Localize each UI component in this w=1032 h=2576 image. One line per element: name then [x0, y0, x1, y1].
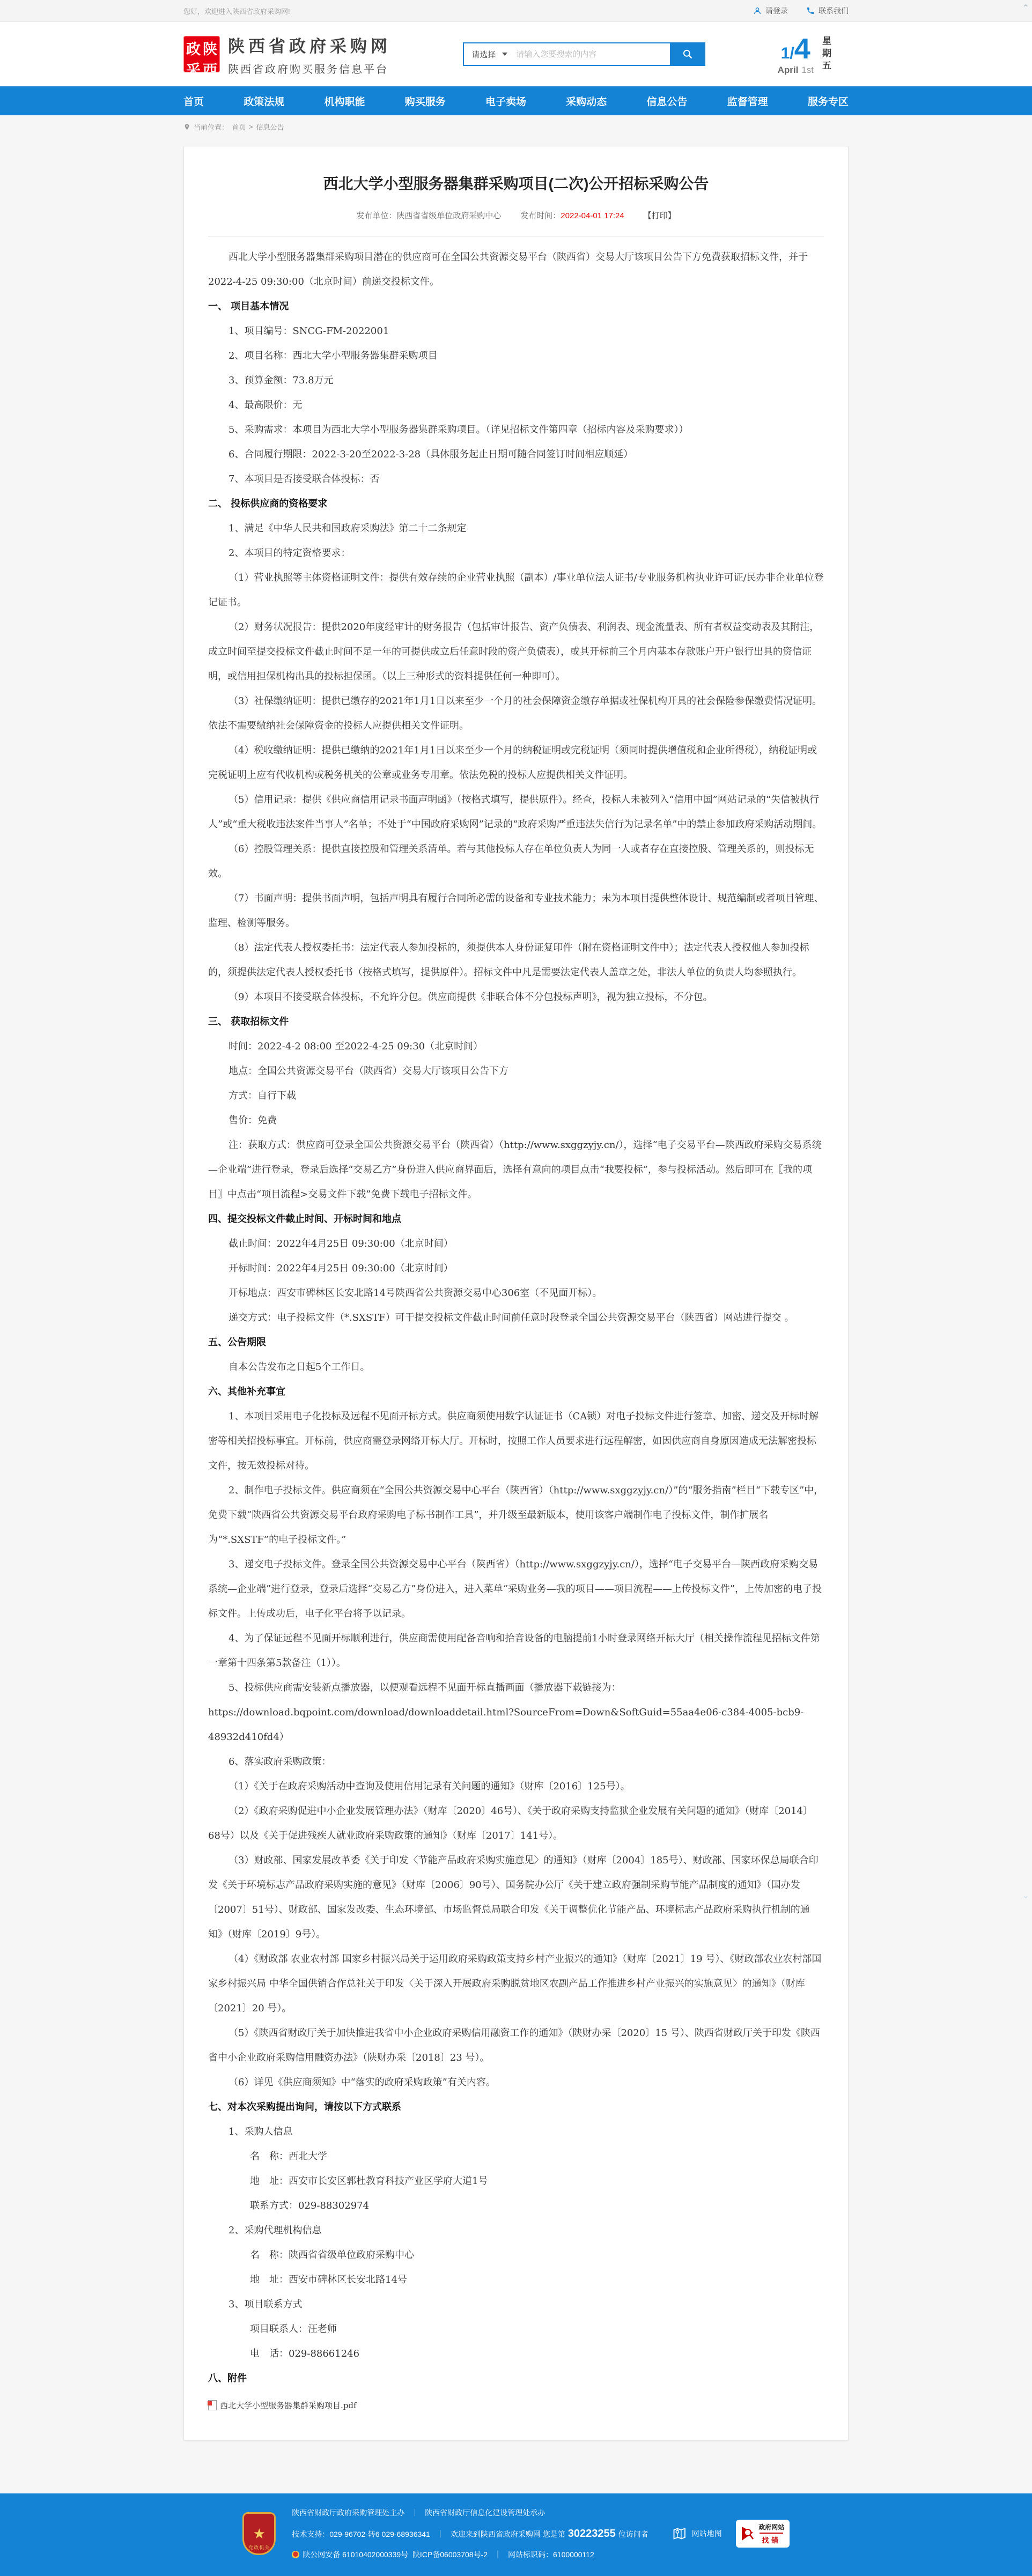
search-input[interactable] [515, 43, 670, 65]
search-icon [682, 49, 693, 60]
article-paragraph: 1、本项目采用电子化投标及远程不见面开标方式。供应商须使用数字认证证书（CA锁）对电子投标文件进行签章、加密、递交及开标时解密等相关招投标事宜。开标前，供应商需登录网络开标大厅。开标时，按照工作人员要求进行远程解密，如因供应商自身原因造成无法解密投标文件，按无效投标对待。 [208, 1411, 819, 1471]
article-paragraph: 三、 获取招标文件 [208, 1016, 289, 1027]
article-paragraph: 六、其他补充事宜 [208, 1386, 285, 1397]
attachment-link[interactable] [208, 2400, 357, 2411]
article-paragraph: 四、提交投标文件截止时间、开标时间和地点 [208, 1213, 401, 1225]
article-paragraph: 联系方式：029-88302974 [250, 2200, 370, 2211]
article-paragraph: （1）营业执照等主体资格证明文件：提供有效存续的企业营业执照（副本）/事业单位法人证书/专业服务机构执业许可证/民办非企业单位登记证书。 [208, 572, 824, 608]
article-paragraph: 3、项目联系方式 [228, 2299, 303, 2310]
site-logo[interactable] [183, 33, 391, 76]
breadcrumb-home-link[interactable]: 首页 [232, 123, 246, 131]
article-paragraph: 时间：2022-4-2 08:00 至2022-4-25 09:30（北京时间） [228, 1041, 483, 1052]
article-paragraph: 7、本项目是否接受联合体投标：否 [228, 473, 380, 485]
search-bar [463, 42, 705, 66]
article-paragraph: （6）控股管理关系：提供直接控股和管理关系清单。若与其他投标人存在单位负责人为同一人或者存在直接控股、管理关系的，则投标无效。 [208, 843, 814, 879]
top-utility-bar [0, 0, 1032, 22]
nav-item[interactable]: 监督管理 [727, 96, 768, 108]
location-pin-icon [183, 123, 190, 130]
site-footer [0, 2493, 1032, 2576]
date-day-ordinal: 1st [801, 64, 814, 75]
nav-item[interactable]: 购买服务 [404, 96, 446, 108]
article-paragraph: 4、最高限价：无 [228, 399, 303, 411]
article-paragraph: 一、 项目基本情况 [208, 301, 289, 312]
article-paragraph: （2）财务状况报告：提供2020年度经审计的财务报告（包括审计报告、资产负债表、利润表、现金流量表、所有者权益变动表及其附注，成立时间至提交投标文件截止时间不足一年的可提供成立后任意时段的资产负债表），或其开标前三个月内基本存款账户开户银行出具的资信证明，或信用担保机构出具的投标担保函。（以上三种形式的资料提供任何一种即可）。 [208, 621, 820, 682]
date-month-number: 1/ [780, 44, 794, 62]
article-paragraph: （1）《关于在政府采购活动中查询及使用信用记录有关问题的通知》（财库〔2016〕125号）。 [228, 1781, 630, 1792]
footer-info [292, 2504, 648, 2563]
search-button[interactable] [670, 42, 705, 66]
brand-subtitle: 陕西省政府购买服务信息平台 [228, 63, 388, 76]
chevron-down-icon [502, 53, 507, 56]
article-paragraph: 自本公告发布之日起5个工作日。 [228, 1361, 370, 1373]
attachment-filename: 西北大学小型服务器集群采购项目.pdf [220, 2401, 357, 2410]
site-id-code: 网站标识码：6100000112 [508, 2550, 594, 2559]
article-paragraph: 开标地点：西安市碑林区长安北路14号陕西省公共资源交易中心306室（不见面开标）。 [228, 1287, 602, 1299]
article-paragraph: 3、递交电子投标文件。登录全国公共资源交易中心平台（陕西省）（http://www.sxggzyjy.cn/），选择“电子交易平台—陕西政府采购交易系统—企业端”进行登录，登录后选择“交易乙方”身份进入，进入菜单“采购业务—我的项目——项目流程——上传投标文件”，上传加密的电子投标文件。上传成功后，电子化平台将予以记录。 [208, 1559, 822, 1619]
date-day-number: 4 [794, 32, 810, 65]
error-finder-icon [741, 2526, 755, 2542]
site-header [0, 22, 1032, 86]
nav-item[interactable]: 政策法规 [244, 96, 285, 108]
icp-filing-link[interactable]: 陕ICP备06003708号-2 [412, 2550, 488, 2559]
party-gov-emblem-icon: ★ 党政机关 [242, 2512, 276, 2555]
article-paragraph: （9）本项目不接受联合体投标，不允许分包。供应商提供《非联合体不分包投标声明》，视为独立投标，不分包。 [228, 991, 713, 1003]
article-paragraph: 1、满足《中华人民共和国政府采购法》第二十二条规定 [228, 523, 467, 534]
article-paragraph: 五、公告期限 [208, 1337, 266, 1348]
article-paragraph: （4）税收缴纳证明：提供已缴纳的2021年1月1日以来至少一个月的纳税证明或完税证明（须同时提供增值税和企业所得税），纳税证明或完税证明上应有代收机构或税务机关的公章或业务专用章。依法免税的投标人应提供相关文件证明。 [208, 745, 817, 781]
scroll-down-arrow[interactable]: ⌄ [1022, 1891, 1029, 1900]
page-title: 西北大学小型服务器集群采购项目(二次)公开招标采购公告 [323, 175, 709, 192]
date-month-name: April [777, 64, 799, 75]
error-report-badge[interactable]: 政府网站 找错 [736, 2520, 790, 2548]
nav-item[interactable]: 采购动态 [566, 96, 607, 108]
footer-line-2: 技术支持：029-96702-转6 029-68936341 ｜ 欢迎来到陕西省政府采购网 您是第 30223255 位访问者 [292, 2528, 648, 2540]
article-paragraph: 5、采购需求：本项目为西北大学小型服务器集群采购项目。（详见招标文件第四章（招标内容及采购要求）） [228, 424, 689, 435]
article-paragraph: 4、为了保证远程不见面开标顺利进行，供应商需使用配备音响和拾音设备的电脑提前1小时登录网络开标大厅（相关操作流程见招标文件第一章第十四条第5款备注（1））。 [208, 1633, 820, 1669]
pdf-file-icon [208, 2400, 217, 2410]
article-paragraph: 名 称：陕西省省级单位政府采购中心 [250, 2249, 414, 2261]
article-paragraph: 2、采购代理机构信息 [228, 2225, 322, 2236]
nav-item[interactable]: 服务专区 [807, 96, 849, 108]
article-body [208, 245, 824, 2391]
phone-icon [806, 6, 815, 15]
article-paragraph: （5）《陕西省财政厅关于加快推进我省中小企业政府采购信用融资工作的通知》（陕财办采〔2020〕15 号）、陕西省财政厅关于印发《陕西省中小企业政府采购信用融资办法》（陕财办采〔2018〕23 号）。 [208, 2027, 820, 2063]
nav-item[interactable]: 电子卖场 [485, 96, 526, 108]
article-paragraph: 售价：免费 [228, 1115, 277, 1126]
article-paragraph: 七、对本次采购提出询问，请按以下方式联系 [208, 2101, 401, 2113]
article-paragraph: 西北大学小型服务器集群采购项目潜在的供应商可在全国公共资源交易平台（陕西省）交易大厅该项目公告下方免费获取招标文件，并于2022-4-25 09:30:00（北京时间）前递交投标文件。 [208, 251, 808, 287]
publisher-value: 陕西省省级单位政府采购中心 [396, 211, 502, 220]
article-paragraph: 方式：自行下载 [228, 1090, 296, 1101]
date-weekday: 星期五 [820, 35, 831, 73]
nav-item[interactable]: 首页 [183, 96, 204, 108]
article-paragraph: （3）社保缴纳证明：提供已缴存的2021年1月1日以来至少一个月的社会保障资金缴存单据或社保机构开具的社会保险参保缴费情况证明。依法不需要缴纳社会保障资金的投标人应提供相关文件证明。 [208, 695, 822, 731]
article-paragraph: 地 址：西安市碑林区长安北路14号 [250, 2274, 407, 2285]
article-paragraph: （2）《政府采购促进中小企业发展管理办法》（财库〔2020〕46号）、《关于政府采购支持监狱企业发展有关问题的通知》（财库〔2014〕68号）以及《关于促进残疾人就业政府采购政策的通知》（财库〔2017〕141号）。 [208, 1805, 813, 1841]
publisher-label: 发布单位： [356, 211, 397, 220]
brand-title: 陕西省政府采购网 [228, 36, 391, 56]
article-paragraph: （8）法定代表人授权委托书：法定代表人参加投标的，须提供本人身份证复印件（附在资格证明文件中）；法定代表人授权他人参加投标的，须提供法定代表人授权委托书（按格式填写，提供原件）。招标文件中凡是需要法定代表人盖章之处，非法人单位的负责人均参照执行。 [208, 942, 809, 978]
article-paragraph: 截止时间：2022年4月25日 09:30:00（北京时间） [228, 1238, 453, 1249]
article-paragraph: 项目联系人：汪老师 [250, 2323, 337, 2335]
article-meta [208, 210, 824, 221]
scroll-up-arrow[interactable]: ⌃ [1022, 4, 1029, 13]
article-paragraph: 递交方式：电子投标文件（*.SXSTF）可于提交投标文件截止时间前任意时段登录全国公共资源交易平台（陕西省）网站进行提交 。 [228, 1312, 794, 1323]
police-badge-icon [292, 2551, 299, 2558]
article-paragraph: 开标时间：2022年4月25日 09:30:00（北京时间） [228, 1263, 453, 1274]
article-paragraph: 地点：全国公共资源交易平台（陕西省）交易大厅该项目公告下方 [228, 1065, 508, 1077]
article-paragraph: 6、落实政府采购政策： [228, 1756, 331, 1767]
date-widget [778, 34, 849, 75]
nav-item[interactable]: 机构职能 [324, 96, 365, 108]
print-button[interactable]: 【打印】 [643, 211, 676, 220]
article-paragraph: 地 址：西安市长安区郭杜教育科技产业区学府大道1号 [250, 2175, 488, 2187]
contact-link[interactable]: 联系我们 [806, 5, 849, 16]
article-paragraph: 注：获取方式：供应商可登录全国公共资源交易平台（陕西省）（http://www.sxggzyjy.cn/），选择“电子交易平台—陕西政府采购交易系统—企业端”进行登录，登录后选择“交易乙方”身份进入供应商界面后，选择有意向的项目点击“我要投标”，参与投标活动。然后即可在〖我的项目〗中点击“项目流程>交易文件下载”免费下载电子招标文件。 [208, 1139, 822, 1200]
search-category-select[interactable]: 请选择 [464, 43, 515, 65]
security-filing-link[interactable]: 陕公网安备 61010402000339号 [303, 2550, 409, 2559]
article-paragraph: 1、采购人信息 [228, 2126, 293, 2137]
logo-icon: 政 陕 采 西 [183, 36, 220, 72]
article-paragraph: 2、项目名称：西北大学小型服务器集群采购项目 [228, 350, 438, 361]
article-paragraph: （3）财政部、国家发展改革委《关于印发〈节能产品政府采购实施意见〉的通知》（财库〔2004〕185号）、财政部、国家环保总局联合印发《关于环境标志产品政府采购实施的意见》（财库〔2006〕90号）、国务院办公厅《关于建立政府强制采购节能产品制度的通知》（国办发〔2007〕51号）、财政部、国家发改委、生态环境部、市场监督总局联合印发《关于调整优化节能产品、环境标志产品政府采购执行机制的通知》（财库〔2019〕9号）。 [208, 1855, 819, 1940]
article-paragraph: 八、附件 [208, 2373, 247, 2384]
map-icon [672, 2526, 687, 2541]
footer-line-3: 陕公网安备 61010402000339号 陕ICP备06003708号-2 ｜ 网站标识码：6100000112 [292, 2546, 648, 2563]
article-paragraph: 3、预算金额：73.8万元 [228, 375, 334, 386]
footer-line-1: 陕西省财政厅政府采购管理处主办 ｜ 陕西省财政厅信息化建设管理处承办 [292, 2508, 546, 2517]
article-paragraph: 二、 投标供应商的资格要求 [208, 498, 328, 509]
welcome-message: 您好，欢迎进入陕西省政府采购网! [183, 7, 290, 16]
main-nav [0, 86, 1032, 115]
breadcrumb [0, 115, 1032, 134]
announcement-card [183, 146, 849, 2441]
article-paragraph: 6、合同履行期限：2022-3-20至2022-3-28（具体服务起止日期可随合同签订时间相应顺延） [228, 449, 633, 460]
breadcrumb-separator: > [249, 123, 253, 131]
article-paragraph: 名 称：西北大学 [250, 2151, 327, 2162]
breadcrumb-current: 信息公告 [256, 123, 284, 131]
article-paragraph: （5）信用记录：提供《供应商信用记录书面声明函》（按格式填写，提供原件）。经查，投标人未被列入“信用中国”网站记录的“失信被执行人”或“重大税收违法案件当事人”名单；不处于“中国政府采购网”记录的“政府采购严重违法失信行为记录名单”中的禁止参加政府采购活动期间。 [208, 794, 822, 830]
article-paragraph: （6）详见《供应商须知》中“落实的政府采购政策”有关内容。 [228, 2077, 496, 2088]
user-icon [753, 6, 762, 15]
article-paragraph: 2、制作电子投标文件。供应商须在“全国公共资源交易中心平台（陕西省）（http://www.sxggzyjy.cn/）”的“服务指南”栏目“下载专区”中，免费下载“陕西省公共资源交易平台政府采购电子标书制作工具”，并升级至最新版本，使用该客户端制作电子投标文件，制作扩展名为“*.SXSTF”的电子投标文件。” [208, 1485, 824, 1545]
login-link[interactable]: 请登录 [753, 5, 788, 16]
visitor-count: 30223255 [567, 2528, 616, 2540]
publish-time-label: 发布时间： [520, 211, 561, 220]
publish-time-value: 2022-04-01 17:24 [561, 211, 624, 220]
article-paragraph: （4）《财政部 农业农村部 国家乡村振兴局关于运用政府采购政策支持乡村产业振兴的通知》（财库〔2021〕19 号）、《财政部农业农村部国家乡村振兴局 中华全国供销合作总社关于印发〈关于深入开展政府采购脱贫地区农副产品工作推进乡村产业振兴的实施意见〉的通知》（财库〔2021〕20 号）。 [208, 1953, 822, 2014]
article-paragraph: 1、项目编号：SNCG-FM-2022001 [228, 325, 389, 337]
nav-item[interactable]: 信息公告 [646, 96, 688, 108]
article-paragraph: 电 话：029-88661246 [250, 2348, 360, 2359]
article-paragraph: 5、投标供应商需安装新点播放器，以便观看远程不见面开标直播画面（播放器下载链接为：https://download.bqpoint.com/download/downloaddetail.html?SourceFrom=Down&SoftGuid=55aa4e06-c384-4005-bcb9-48932d410fd4） [208, 1682, 804, 1743]
article-paragraph: （7）书面声明：提供书面声明，包括声明具有履行合同所必需的设备和专业技术能力；未为本项目提供整体设计、规范编制或者项目管理、监理、检测等服务。 [208, 893, 824, 929]
article-paragraph: 2、本项目的特定资格要求： [228, 547, 351, 559]
breadcrumb-prefix: 当前位置： [194, 123, 229, 131]
sitemap-link[interactable]: 网站地图 [672, 2526, 722, 2541]
